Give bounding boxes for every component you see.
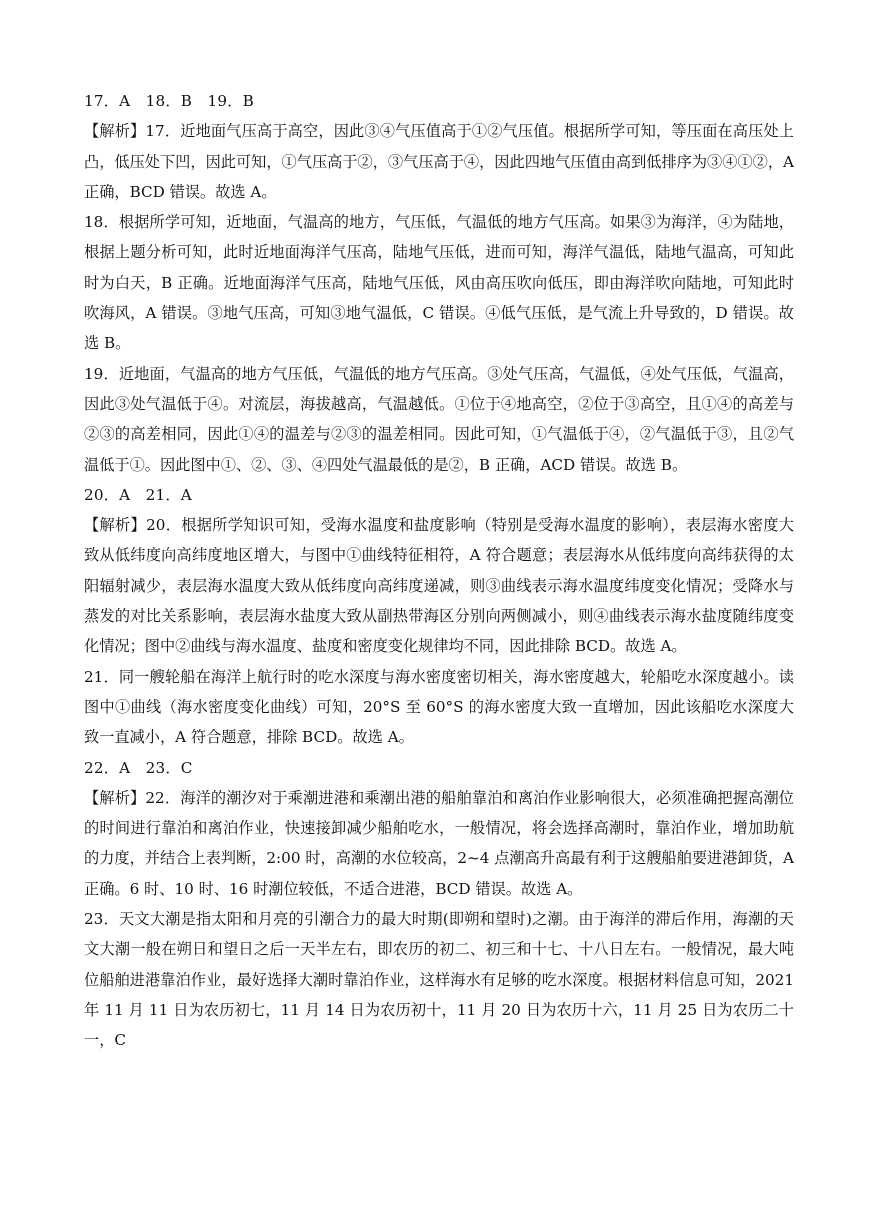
answer-document xyxy=(84,86,794,1056)
explanation-23: 23．天文大潮是指太阳和月亮的引潮合力的最大时期(即朔和望时)之潮。由于海洋的滞后作用，海潮的天文大潮一般在朔日和望日之后一天半左右，即农历的初二、初三和十七、十八日左右。一般情况，最大吨位船舶进港靠泊作业，最好选择大潮时靠泊作业，这样海水有足够的吃水深度。根据材料信息可知，2021 年 11 月 11 日为农历初七，11 月 14 日为农历初十，11 月 20 日为农历十六，11 月 25 日为农历二十一，C xyxy=(84,910,794,1050)
explanation-21: 21．同一艘轮船在海洋上航行时的吃水深度与海水密度密切相关，海水密度越大，轮船吃水深度越小。读图中①曲线（海水密度变化曲线）可知，20°S 至 60°S 的海水密度大致一直增加，因此该船吃水深度大致一直减小，A 符合题意，排除 BCD。故选 A。 xyxy=(84,667,794,747)
answer-key-17-19: 17．A 18．B 19．B xyxy=(84,92,255,110)
explanation-18: 18．根据所学可知，近地面，气温高的地方，气压低，气温低的地方气压高。如果③为海洋，④为陆地，根据上题分析可知，此时近地面海洋气压高，陆地气压低，进而可知，海洋气温低，陆地气温高，可知此时为白天，B 正确。近地面海洋气压高，陆地气压低，风由高压吹向低压，即由海洋吹向陆地，可知此时吹海风，A 错误。③地气压高，可知③地气温低，C 错误。④低气压低，是气流上升导致的，D 错误。故选 B。 xyxy=(84,213,794,353)
explanation-22: 【解析】22．海洋的潮汐对于乘潮进港和乘潮出港的船舶靠泊和离泊作业影响很大，必须准确把握高潮位的时间进行靠泊和离泊作业，快速接卸减少船舶吃水，一般情况，将会选择高潮时，靠泊作业，增加助航的力度，并结合上表判断，2:00 时，高潮的水位较高，2~4 点潮高升高最有利于这艘船舶要进港卸货，A 正确。6 时、10 时、16 时潮位较低，不适合进港，BCD 错误。故选 A。 xyxy=(84,788,794,898)
answer-key-20-21: 20．A 21．A xyxy=(84,485,192,504)
answer-key-22-23: 22．A 23．C xyxy=(84,758,193,777)
explanation-20: 【解析】20．根据所学知识可知，受海水温度和盐度影响（特别是受海水温度的影响），表层海水密度大致从低纬度向高纬度地区增大，与图中①曲线特征相符，A 符合题意；表层海水从低纬度向高纬获得的太阳辐射减少，表层海水温度大致从低纬度向高纬度递减，则③曲线表示海水温度纬度变化情况；受降水与蒸发的对比关系影响，表层海水盐度大致从副热带海区分别向两侧减小，则④曲线表示海水盐度随纬度变化情况；图中②曲线与海水温度、盐度和密度变化规律均不同，因此排除 BCD。故选 A。 xyxy=(84,516,794,656)
explanation-19: 19．近地面，气温高的地方气压低，气温低的地方气压高。③处气压高，气温低，④处气压低，气温高，因此③处气温低于④。对流层，海拔越高，气温越低。①位于④地高空，②位于③高空，且①④的高差与②③的高差相同，因此①④的温差与②③的温差相同。因此可知，①气温低于④，②气温低于③，且②气温低于①。因此图中①、②、③、④四处气温最低的是②，B 正确，ACD 错误。故选 B。 xyxy=(84,364,794,474)
explanation-17: 【解析】17．近地面气压高于高空，因此③④气压值高于①②气压值。根据所学可知，等压面在高压处上凸，低压处下凹，因此可知，①气压高于②，③气压高于④，因此四地气压值由高到低排序为③④①②，A 正确，BCD 错误。故选 A。 xyxy=(84,122,794,201)
